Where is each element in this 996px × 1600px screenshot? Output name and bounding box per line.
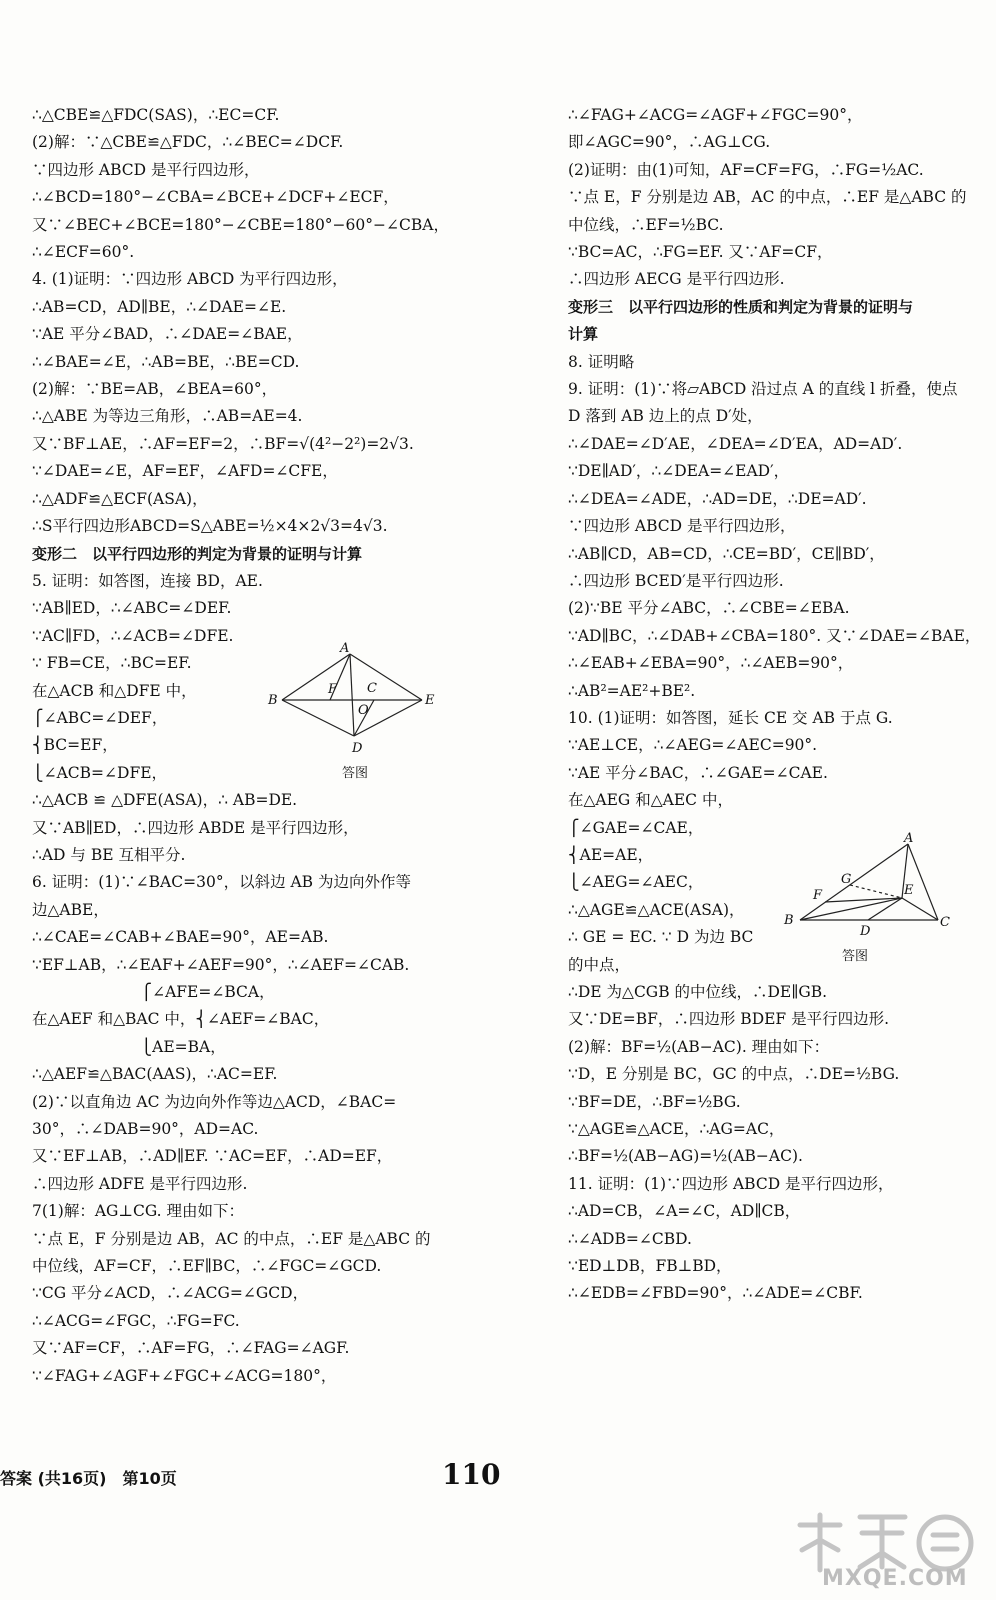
text-line: ∵AE 平分∠BAC，∴∠GAE=∠CAE.	[568, 763, 828, 782]
text-line: ∴∠FAG+∠ACG=∠AGF+∠FGC=90°，	[568, 106, 863, 124]
text-line: ∵AD∥BC，∴∠DAB+∠CBA=180°. 又∵∠DAE=∠BAE，	[568, 626, 981, 645]
text-line: 边△ABE，	[32, 900, 109, 919]
text-line: ∴∠BCD=180°−∠CBA=∠BCE+∠DCF+∠ECF，	[32, 188, 399, 207]
text-line: ∴△AGE≌△ACE(ASA)，	[568, 900, 745, 919]
text-line: ∵△AGE≌△ACE，∴AG=AC，	[568, 1120, 785, 1139]
footer-page-info: 答案 (共16页) 第10页	[0, 1469, 177, 1488]
text-line: ⎧∠AFE=∠BCA，	[32, 983, 275, 1001]
text-line: ∵CG 平分∠ACD，∴∠ACG=∠GCD，	[32, 1284, 309, 1303]
watermark-site-text: MXQE.COM	[822, 1566, 968, 1591]
text-line: ∵BF=DE，∴BF=½BG.	[568, 1092, 741, 1111]
section-heading: 变形二 以平行四边形的判定为背景的证明与计算	[32, 544, 363, 563]
text-line: 又∵EF⊥AB，∴AD∥EF. ∵AC=EF，∴AD=EF，	[32, 1147, 393, 1166]
page-number: 110	[442, 1458, 501, 1491]
text-line: ∴四边形 ADFE 是平行四边形.	[32, 1174, 248, 1193]
section-heading: 变形三 以平行四边形的性质和判定为背景的证明与	[568, 297, 914, 316]
vertex-label: B	[268, 693, 278, 708]
text-line: 又∵AF=CF，∴AF=FG，∴∠FAG=∠AGF.	[32, 1339, 350, 1358]
right-column	[568, 102, 988, 1308]
text-line: ∴∠CAE=∠CAB+∠BAE=90°，AE=AB.	[32, 928, 329, 947]
text-line: (2)∵BE 平分∠ABC，∴∠CBE=∠EBA.	[568, 599, 850, 618]
text-line: ⎩∠ACB=∠DFE，	[32, 763, 168, 782]
text-line: 在△ACB 和△DFE 中，	[32, 681, 197, 700]
vertex-label: B	[784, 913, 794, 928]
text-line: ∵AC∥FD，∴∠ACB=∠DFE.	[32, 626, 234, 645]
text-line: ∴S平行四边形ABCD=S△ABE=½×4×2√3=4√3.	[32, 517, 388, 536]
text-line: ∵四边形 ABCD 是平行四边形，	[32, 160, 260, 179]
text-line: ⎨AE=AE，	[568, 845, 654, 864]
text-line: ∵∠DAE=∠E，AF=EF，∠AFD=∠CFE，	[32, 462, 338, 481]
text-line: ∴四边形 BCED′是平行四边形.	[568, 571, 784, 590]
figure-caption: 答图	[342, 766, 369, 781]
figure-triangle-abc	[780, 832, 970, 967]
text-line: ∴△ACB ≌ △DFE(ASA)，∴ AB=DE.	[32, 791, 298, 810]
text-line: ∴△CBE≌△FDC(SAS)，∴EC=CF.	[32, 106, 280, 124]
text-line: 10. (1)证明：如答图，延长 CE 交 AB 于点 G.	[568, 708, 893, 727]
text-line: ∵ FB=CE，∴BC=EF.	[32, 654, 192, 673]
text-line: 5. 证明：如答图，连接 BD，AE.	[32, 571, 263, 590]
text-line: ⎧∠GAE=∠CAE，	[568, 818, 704, 837]
text-line: (2)解：∵BE=AB，∠BEA=60°，	[32, 380, 278, 399]
text-line: ∴∠DEA=∠ADE，∴AD=DE，∴DE=AD′.	[568, 489, 867, 508]
vertex-label: D	[352, 741, 363, 756]
text-line: 30°，∴∠DAB=90°，AD=AC.	[32, 1120, 259, 1139]
text-line: ∴△AEF≌△BAC(AAS)，∴AC=EF.	[32, 1065, 278, 1084]
text-line: ∵点 E，F 分别是边 AB，AC 的中点，∴EF 是△ABC 的	[568, 188, 967, 207]
text-line: 又∵AB∥ED，∴四边形 ABDE 是平行四边形，	[32, 818, 359, 837]
text-line: ∵AE 平分∠BAD，∴∠DAE=∠BAE，	[32, 325, 303, 344]
text-line: 11. 证明：(1)∵四边形 ABCD 是平行四边形，	[568, 1174, 894, 1193]
text-line: 8. 证明略	[568, 352, 635, 371]
text-line: ⎧∠ABC=∠DEF，	[32, 708, 168, 727]
text-line: ∴△ABE 为等边三角形，∴AB=AE=4.	[32, 407, 303, 426]
vertex-label: G	[841, 872, 852, 887]
text-line: ∵D，E 分别是 BC，GC 的中点，∴DE=½BG.	[568, 1065, 900, 1084]
text-line: ∵AE⊥CE，∴∠AEG=∠AEC=90°.	[568, 736, 818, 755]
text-line: 6. 证明：(1)∵∠BAC=30°，以斜边 AB 为边向外作等	[32, 873, 412, 892]
text-line: 在△AEF 和△BAC 中，⎨∠AEF=∠BAC，	[32, 1010, 330, 1029]
text-line: ⎩∠AEG=∠AEC，	[568, 873, 704, 892]
vertex-label: C	[940, 915, 950, 930]
text-line: ∴AB²=AE²+BE².	[568, 681, 696, 700]
text-line: ∵EF⊥AB，∴∠EAF+∠AEF=90°，∴∠AEF=∠CAB.	[32, 955, 410, 974]
section-heading: 计算	[568, 325, 599, 344]
text-line: ∴AD 与 BE 互相平分.	[32, 845, 186, 864]
figure-abde	[262, 640, 442, 790]
vertex-label: E	[904, 883, 914, 898]
text-line: 中位线，∴EF=½BC.	[568, 215, 724, 234]
vertex-label: A	[904, 832, 914, 846]
text-line: ∴∠EDB=∠FBD=90°，∴∠ADE=∠CBF.	[568, 1284, 863, 1303]
text-line: ∴∠DAE=∠D′AE，∠DEA=∠D′EA，AD=AD′.	[568, 434, 903, 453]
text-line: 又∵DE=BF，∴四边形 BDEF 是平行四边形.	[568, 1010, 890, 1029]
text-line: ∴BF=½(AB−AG)=½(AB−AC).	[568, 1147, 803, 1166]
text-line: ∴AB∥CD，AB=CD，∴CE=BD′，CE∥BD′，	[568, 544, 885, 563]
text-line: ∴四边形 AECG 是平行四边形.	[568, 270, 785, 289]
text-line: ∴△ADF≌△ECF(ASA)，	[32, 489, 208, 508]
text-line: ∴∠ECF=60°.	[32, 243, 135, 262]
text-line: (2)证明：由(1)可知，AF=CF=FG，∴FG=½AC.	[568, 160, 924, 179]
text-line: 又∵∠BEC+∠BCE=180°−∠CBE=180°−60°−∠CBA，	[32, 215, 449, 234]
vertex-label: E	[425, 693, 435, 708]
figure-caption: 答图	[842, 949, 869, 964]
text-line: ⎩AE=BA，	[32, 1037, 226, 1056]
text-line: 9. 证明：(1)∵将▱ABCD 沿过点 A 的直线 l 折叠，使点	[568, 380, 958, 399]
vertex-label: A	[340, 641, 350, 656]
vertex-label: D	[860, 924, 871, 939]
text-line: (2)∵以直角边 AC 为边向外作等边△ACD，∠BAC=	[32, 1092, 397, 1111]
text-line: 又∵BF⊥AE，∴AF=EF=2，∴BF=√(4²−2²)=2√3.	[32, 434, 414, 453]
text-line: ⎨BC=EF，	[32, 736, 118, 755]
text-line: ∴∠ADB=∠CBD.	[568, 1229, 692, 1248]
text-line: ∵∠FAG+∠AGF+∠FGC+∠ACG=180°，	[32, 1366, 337, 1385]
text-line: ∵DE∥AD′，∴∠DEA=∠EAD′，	[568, 462, 790, 481]
text-line: ∴∠ACG=∠FGC，∴FG=FC.	[32, 1311, 240, 1330]
text-line: ∵BC=AC，∴FG=EF. 又∵AF=CF，	[568, 243, 833, 262]
vertex-label: C	[367, 681, 377, 696]
text-line: ∴ GE = EC. ∵ D 为边 BC	[568, 928, 754, 947]
text-line: ∵ED⊥DB，FB⊥BD，	[568, 1257, 732, 1276]
text-line: ∵点 E，F 分别是边 AB，AC 的中点，∴EF 是△ABC 的	[32, 1229, 431, 1248]
text-line: 7(1)解：AG⊥CG. 理由如下：	[32, 1202, 245, 1221]
text-line: ∵AB∥ED，∴∠ABC=∠DEF.	[32, 599, 232, 618]
text-line: ∵四边形 ABCD 是平行四边形，	[568, 517, 796, 536]
text-line: 即∠AGC=90°，∴AG⊥CG.	[568, 133, 771, 152]
text-line: ∴AB=CD，AD∥BE，∴∠DAE=∠E.	[32, 297, 287, 316]
text-line: 4. (1)证明：∵四边形 ABCD 为平行四边形，	[32, 270, 348, 289]
text-line: (2)解：∵△CBE≌△FDC，∴∠BEC=∠DCF.	[32, 133, 344, 152]
text-line: ∴∠EAB+∠EBA=90°，∴∠AEB=90°，	[568, 654, 854, 673]
vertex-label: F	[328, 682, 338, 697]
vertex-label: O	[358, 703, 369, 718]
text-line: ∴DE 为△CGB 的中位线，∴DE∥GB.	[568, 983, 828, 1001]
text-line: 中位线，AF=CF，∴EF∥BC，∴∠FGC=∠GCD.	[32, 1257, 382, 1276]
text-line: D 落到 AB 边上的点 D′处，	[568, 407, 763, 426]
text-line: ∴∠BAE=∠E，∴AB=BE，∴BE=CD.	[32, 352, 300, 371]
vertex-label: F	[813, 888, 823, 903]
text-line: 的中点，	[568, 955, 631, 974]
text-line: ∴AD=CB，∠A=∠C，AD∥CB，	[568, 1202, 801, 1221]
text-line: (2)解：BF=½(AB−AC). 理由如下：	[568, 1037, 830, 1056]
text-line: 在△AEG 和△AEC 中，	[568, 791, 733, 810]
